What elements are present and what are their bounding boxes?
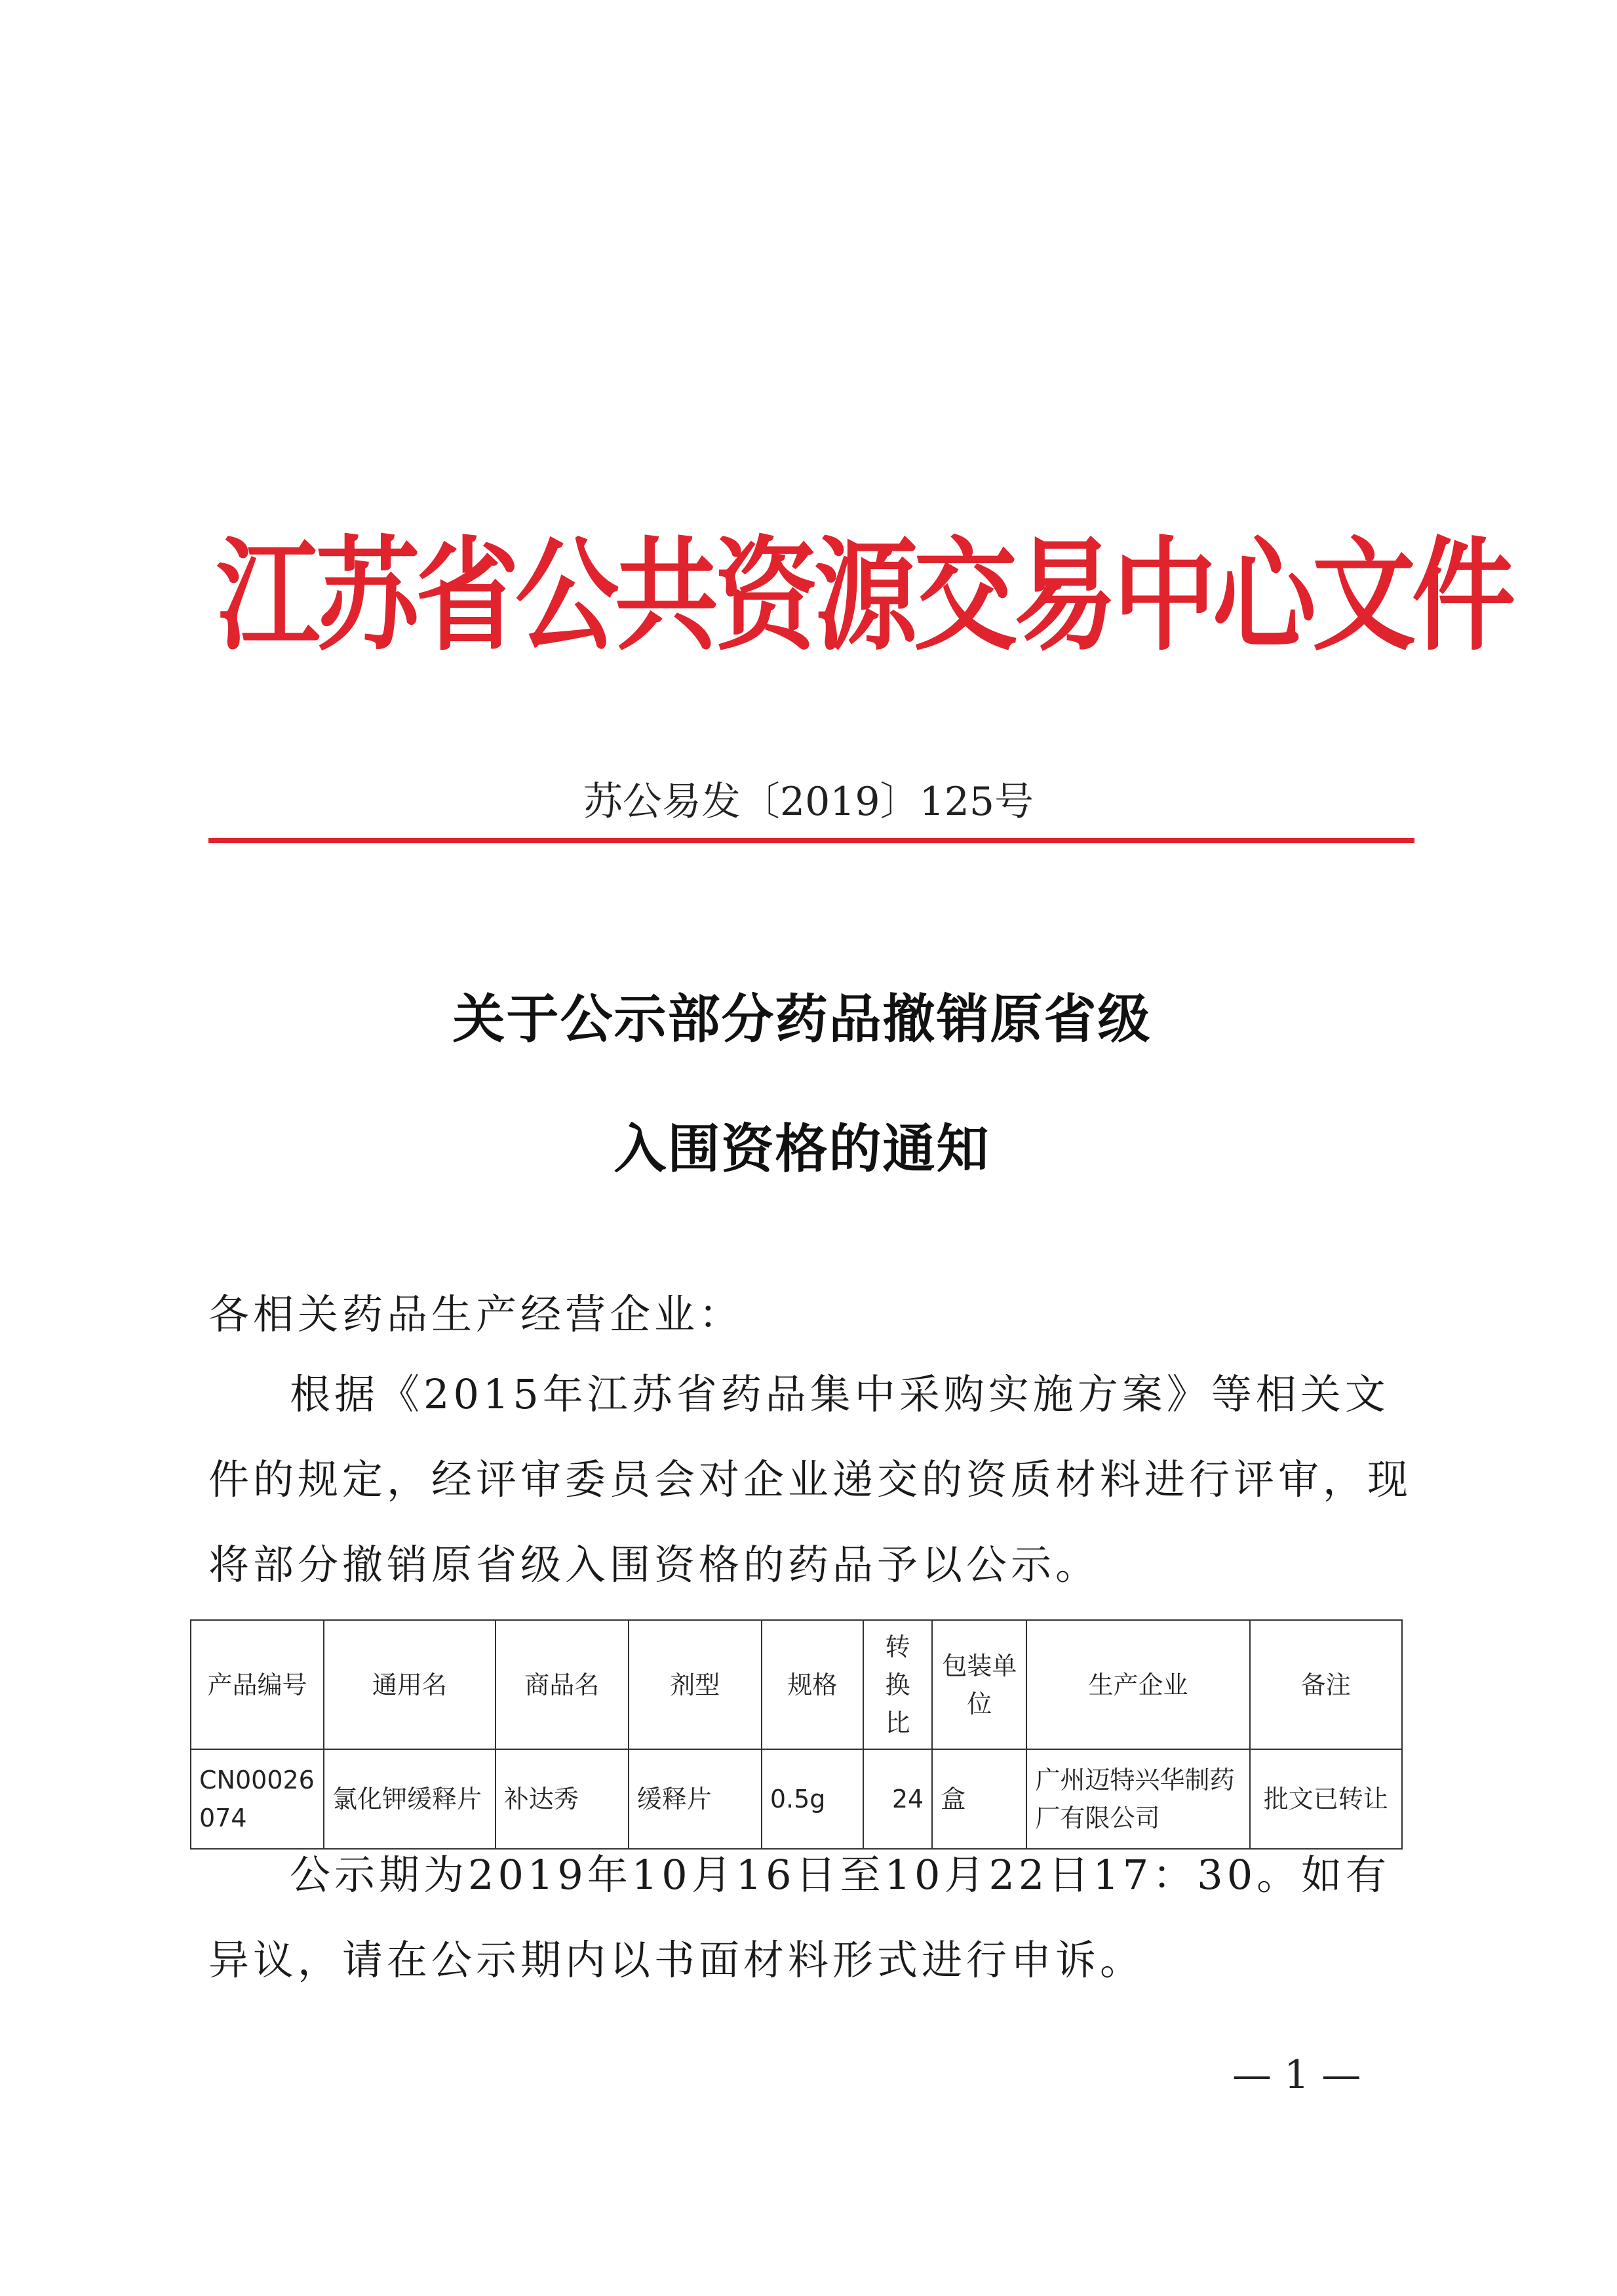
cell-generic-name: 氯化钾缓释片 (324, 1749, 496, 1849)
body-paragraph-1: 根据《2015年江苏省药品集中采购实施方案》等相关文件的规定，经评审委员会对企业递交的资质材料进行评审，现将部分撤销原省级入围资格的药品予以公示。 (208, 1370, 1412, 1589)
table-header-row (191, 1620, 1402, 1749)
issuer-header-title: 江苏省公共资源交易中心文件 (216, 525, 1511, 668)
cell-package-unit: 盒 (932, 1749, 1026, 1849)
notice-title-line-2: 入围资格的通知 (614, 1118, 990, 1179)
header-remark: 备注 (1250, 1620, 1402, 1749)
header-package-unit: 包装单位 (932, 1620, 1026, 1749)
header-conversion-ratio-text: 转换比 (885, 1632, 910, 1737)
header-specification: 规格 (762, 1620, 863, 1749)
header-dosage-form: 剂型 (629, 1620, 762, 1749)
cell-dosage-form: 缓释片 (629, 1749, 762, 1849)
cell-remark: 批文已转让 (1250, 1749, 1402, 1849)
document-number: 苏公易发〔2019〕125号 (583, 779, 1034, 825)
salutation: 各相关药品生产经营企业： (208, 1290, 744, 1338)
cell-manufacturer: 广州迈特兴华制药厂有限公司 (1026, 1749, 1249, 1849)
header-conversion-ratio (863, 1620, 932, 1749)
cell-trade-name: 补达秀 (496, 1749, 629, 1849)
header-trade-name: 商品名 (496, 1620, 629, 1749)
red-divider-line (208, 838, 1414, 843)
header-generic-name: 通用名 (324, 1620, 496, 1749)
body-paragraph-2: 公示期为2019年10月16日至10月22日17：30。如有异议，请在公示期内以书面材料形式进行申诉。 (208, 1851, 1391, 1984)
cell-specification: 0.5g (762, 1749, 863, 1849)
page-number: — 1 — (1232, 2052, 1361, 2098)
cell-conversion-ratio: 24 (863, 1749, 932, 1849)
drug-table (190, 1619, 1403, 1850)
notice-title-line-1: 关于公示部分药品撤销原省级 (452, 989, 1152, 1050)
header-manufacturer: 生产企业 (1026, 1620, 1249, 1749)
cell-product-code: CN00026074 (191, 1749, 324, 1849)
header-product-code: 产品编号 (191, 1620, 324, 1749)
